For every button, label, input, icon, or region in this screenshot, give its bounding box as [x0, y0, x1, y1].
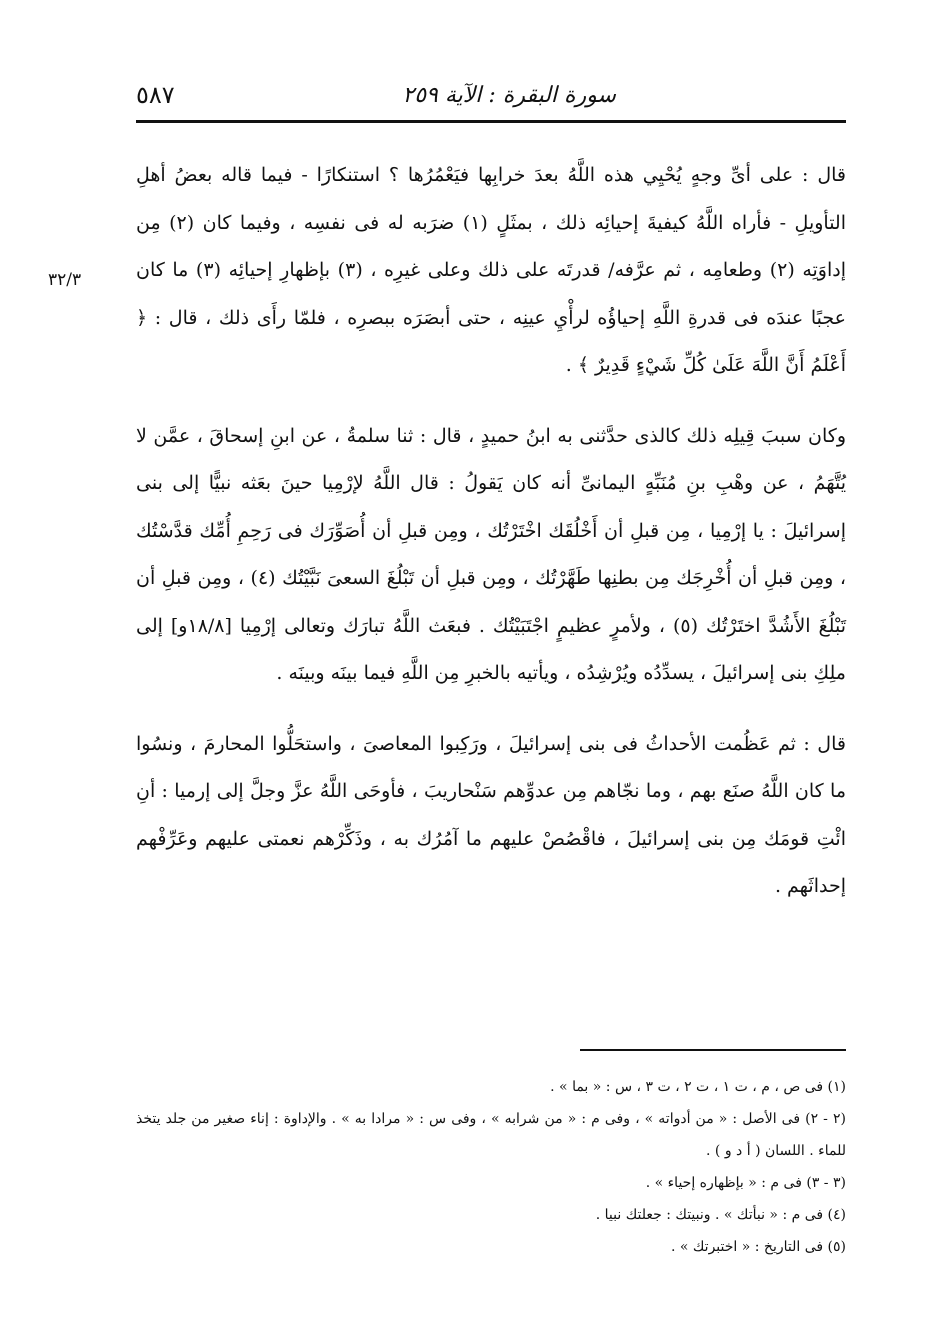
paragraph: قال : ثم عَظُمت الأحداثُ فى بنى إسرائيلَ ، ورَكِبوا المعاصىَ ، واستحَلُّوا المحارمَ ، ونسُوا ما كان اللَّهُ صنَع بهم ، وما نجّاهم مِن عدوِّهم سَنْحاريبَ ، فأوحَى اللَّهُ عزَّ وجلَّ إلى إرميا : أنِ ائْتِ قومَك مِن بنى إسرائيلَ ، فاقْصُصْ عليهم ما آمُرُك به ، وذَكِّرْهم نعمتى عليهم وعَرِّفْهم إحداثَهم .	[136, 732, 846, 897]
footnote: (٣ - ٣) فى م : « بإظهاره إحياء » .	[645, 1175, 846, 1191]
paragraph: وكان سببَ قِيلِه ذلك كالذى حدَّثنى به ابنُ حميدٍ ، قال : ثنا سلمةُ ، عن ابنِ إسحاقَ ، عمَّن لا يُتَّهَمُ ، عن وهْبِ بنِ مُنَبِّهٍ اليمانىِّ أنه كان يَقولُ : قال اللَّهُ لإرْمِيا حينَ بعَثه نبيًّا إلى بنى إسرائيلَ : يا إرْمِيا ، مِن قبلِ أن أَخْلُقَك اخْتَرْتُك ، ومِن قبلِ أن أُصَوِّرَك فى رَحِمِ أُمِّك قدَّسْتُك ، ومِن قبلِ أن أُخْرِجَك مِن بطنِها طَهَّرْتُك ، ومِن قبلِ أن تَبْلُغَ السعىَ نَبَّيْتُك (٤) ، ومِن قبلِ أن تَبْلُغَ الأَشُدَّ اختَرْتُك (٥) ، ولأمرٍ عظيمٍ اجْتَبَيْتُك . فبعَث اللَّهُ تبارَك وتعالى إرْمِيا [١٨/٨و] إلى ملِكِ بنى إسرائيلَ ، يسدِّدُه ويُرْشِدُه ، ويأتيه بالخبرِ مِن اللَّهِ فيما بينَه وبينَه .	[136, 424, 846, 684]
margin-reference: ٣٢/٣	[48, 270, 82, 290]
footnote-separator	[580, 1049, 846, 1051]
surah-title: سورة البقرة : الآية ٢٥٩	[402, 82, 616, 108]
footnotes	[136, 1071, 846, 1263]
main-text	[136, 152, 846, 911]
page-number: ٥٨٧	[136, 81, 175, 109]
paragraph: قال : على أىِّ وجهٍ يُحْيِي هذه اللَّهُ بعدَ خرابِها فيَعْمُرُها ؟ استنكارًا - فيما قاله بعضُ أهلِ التأويلِ - فأراه اللَّهُ كيفيةَ إحيائِه ذلك ، بمثَلٍ (١) ضرَبه له فى نفسِه ، وفيما كان (٢) مِن إداوَتِه (٢) وطعامِه ، ثم عرَّفه/ قدرتَه على ذلك وعلى غيرِه ، (٣) بإظهارِ إحيائِه (٣) ما كان عجبًا عندَه فى قدرةِ اللَّهِ إحياؤُه لرأْيِ عينِه ، حتى أبصَرَه ببصرِه ، فلمّا رأَى ذلك ، قال : ﴿ أَعْلَمُ أَنَّ اللَّهَ عَلَىٰ كُلِّ شَيْءٍ قَدِيرٌ ﴾ .	[136, 164, 846, 376]
footnote: (٢ - ٢) فى الأصل : « من أدواته » ، وفى م : « من شرابه » ، وفى س : « مرادا به » . والإداوة : إناء صغير من جلد يتخذ للماء . اللسان ( أ د و ) .	[136, 1111, 846, 1159]
running-header	[136, 70, 846, 123]
footnote: (٥) فى التاريخ : « اختبرتك » .	[670, 1239, 846, 1255]
footnote: (١) فى ص ، م ، ت ١ ، ت ٢ ، ت ٣ ، س : « بما » .	[550, 1079, 846, 1095]
footnote: (٤) فى م : « نبأتك » . ونبيتك : جعلتك نبيا .	[595, 1207, 846, 1223]
